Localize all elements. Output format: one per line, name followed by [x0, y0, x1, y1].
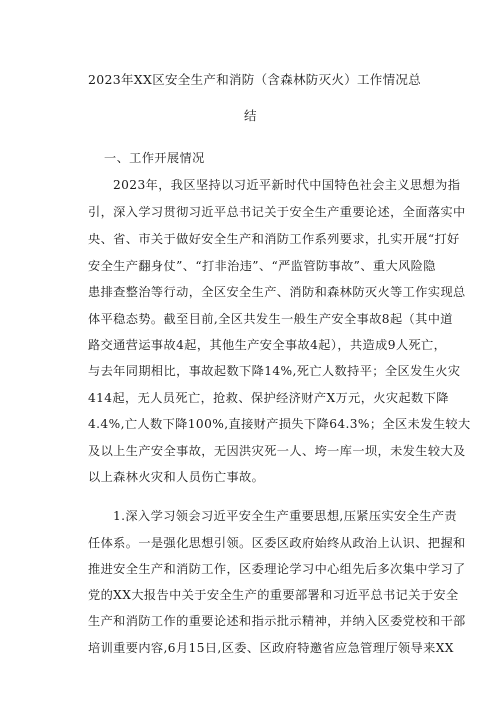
section-heading: 一、工作开展情况 [104, 151, 205, 165]
paragraph-line: 1.深入学习领会习近平安全生产重要思想,压紧压实安全生产责 [113, 509, 457, 523]
paragraph-line: 引，深入学习贯彻习近平总书记关于安全生产重要论述，全面落实中 [88, 205, 466, 219]
paragraph-line: 414起，无人员死亡，抢救、保护经济财产X万元，火灾起数下降 [88, 391, 449, 405]
paragraph-line: 以上森林火灾和人员伤亡事故。 [88, 470, 265, 484]
paragraph-line: 党的XX大报告中关于安全生产的重要部署和习近平总书记关于安全 [88, 588, 459, 602]
paragraph-line: 4.4%,亡人数下降100%,直接财产损失下降64.3%；全区未发生较大 [88, 417, 471, 431]
paragraph-line: 生产和消防工作的重要论述和指示批示精神，并纳入区委党校和干部 [88, 614, 466, 628]
paragraph-line: 体平稳态势。截至目前,全区共发生一般生产安全事故8起（其中道 [88, 312, 453, 326]
paragraph-line: 任体系。一是强化思想引领。区委区政府始终从政治上认识、把握和 [88, 536, 466, 550]
document-title-line-2: 结 [244, 108, 257, 123]
paragraph-line: 2023年，我区坚持以习近平新时代中国特色社会主义思想为指 [113, 178, 461, 192]
paragraph-line: 患排查整治等行动，全区安全生产、消防和森林防灭火等工作实现总 [88, 285, 466, 299]
paragraph-line: 培训重要内容,6月15日,区委、区政府特邀省应急管理厅领导来XX [88, 641, 454, 655]
paragraph-line: 与去年同期相比，事故起数下降14%,死亡人数持平；全区发生火灾 [88, 364, 461, 378]
paragraph-line: 央、省、市关于做好安全生产和消防工作系列要求，扎实开展“打好 [88, 232, 460, 246]
document-title-line-1: 2023年XX区安全生产和消防（含森林防灭火）工作情况总 [88, 72, 422, 87]
paragraph-line: 路交通营运事故4起，其他生产安全事故4起），共造成9人死亡， [88, 338, 447, 352]
paragraph-line: 安全生产翻身仗”、“打非治违”、“严监管防事故”、重大风险隐 [88, 259, 436, 273]
paragraph-line: 及以上生产安全事故，无因洪灾死一人、垮一库一坝，未发生较大及 [88, 444, 466, 458]
paragraph-line: 推进安全生产和消防工作，区委理论学习中心组先后多次集中学习了 [88, 562, 466, 576]
